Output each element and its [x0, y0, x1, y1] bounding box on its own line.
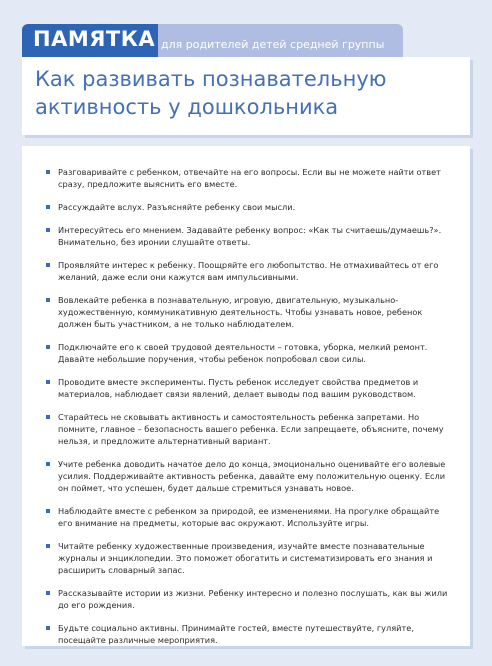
title-panel	[22, 57, 470, 135]
tip-item	[46, 540, 456, 576]
tip-text: Учите ребенка доводить начатое дело до конца, эмоционально оценивайте его волевые усилия. Поддерживайте активность ребенка, давайте ему положительную оценку. Если он поймет, что успешен, будет дальше стремиться узнавать новое.	[58, 459, 446, 493]
tip-text: Подключайте его к своей трудовой деятельности – готовка, уборка, мелкий ремонт. Давайте небольшие поручения, чтобы ребенок попробовал свои силы.	[58, 342, 428, 364]
tip-text: Рассуждайте вслух. Разъясняйте ребенку свои мысли.	[58, 202, 296, 212]
tip-item	[46, 376, 456, 400]
bullet-square-icon	[46, 626, 50, 630]
tip-item	[46, 166, 456, 190]
tip-text: Будьте социально активны. Принимайте гостей, вместе путешествуйте, гуляйте, посещайте различные мероприятия.	[58, 623, 414, 645]
tip-text: Вовлекайте ребенка в познавательную, игровую, двигательную, музыкально-художественную, коммуникативную деятельность. Чтобы узнавать новое, ребенок должен быть участником, а не только наблюдателем.	[58, 295, 423, 329]
tip-text: Интересуйтесь его мнением. Задавайте ребенку вопрос: «Как ты считаешь/думаешь?». Внимательно, без иронии слушайте ответы.	[58, 225, 442, 247]
tip-item	[46, 259, 456, 283]
content-panel	[22, 146, 470, 646]
tip-item	[46, 294, 456, 330]
tip-item	[46, 201, 456, 213]
bullet-square-icon	[46, 298, 50, 302]
bullet-square-icon	[46, 509, 50, 513]
tip-item	[46, 587, 456, 611]
bullet-square-icon	[46, 462, 50, 466]
bullet-square-icon	[46, 205, 50, 209]
tip-item	[46, 224, 456, 248]
bullet-square-icon	[46, 591, 50, 595]
bullet-square-icon	[46, 170, 50, 174]
tip-text: Старайтесь не сковывать активность и самостоятельность ребенка запретами. Но помните, главное – безопасность вашего ребенка. Если запрещаете, объясните, почему нельзя, и предложите альтернативный вариант.	[58, 412, 444, 446]
tips-list	[22, 146, 470, 646]
tip-item	[46, 622, 456, 646]
tip-text: Наблюдайте вместе с ребенком за природой, ее изменениями. На прогулке обращайте его внимание на предметы, которые вас окружают. Используйте игры.	[58, 506, 440, 528]
tip-item	[46, 411, 456, 447]
bullet-square-icon	[46, 415, 50, 419]
tip-text: Разговаривайте с ребенком, отвечайте на его вопросы. Если вы не можете найти ответ сразу, предложите выяснить его вместе.	[58, 167, 441, 189]
page-title: Как развивать познавательную активность у дошкольника	[35, 67, 387, 119]
tip-text: Читайте ребенку художественные произведения, изучайте вместе познавательные журналы и энциклопедии. Это поможет обогатить и систематизировать его знания и расширить словарный запас.	[58, 541, 433, 575]
brand-label: ПАМЯТКА	[33, 27, 156, 51]
bullet-square-icon	[46, 345, 50, 349]
tip-item	[46, 505, 456, 529]
tip-text: Проявляйте интерес к ребенку. Поощряйте его любопытство. Не отмахивайтесь от его желаний, даже если они кажутся вам импульсивными.	[58, 260, 439, 282]
tip-item	[46, 341, 456, 365]
bullet-square-icon	[46, 380, 50, 384]
bullet-square-icon	[46, 228, 50, 232]
tip-text: Рассказывайте истории из жизни. Ребенку интересно и полезно послушать, как вы жили до его рождения.	[58, 588, 448, 610]
bullet-square-icon	[46, 544, 50, 548]
tip-item	[46, 458, 456, 494]
header-subtitle: для родителей детей средней группы	[161, 38, 385, 51]
tip-text: Проводите вместе эксперименты. Пусть ребенок исследует свойства предметов и материалов, наблюдает связи явлений, делает выводы под вашим руководством.	[58, 377, 419, 399]
bullet-square-icon	[46, 263, 50, 267]
